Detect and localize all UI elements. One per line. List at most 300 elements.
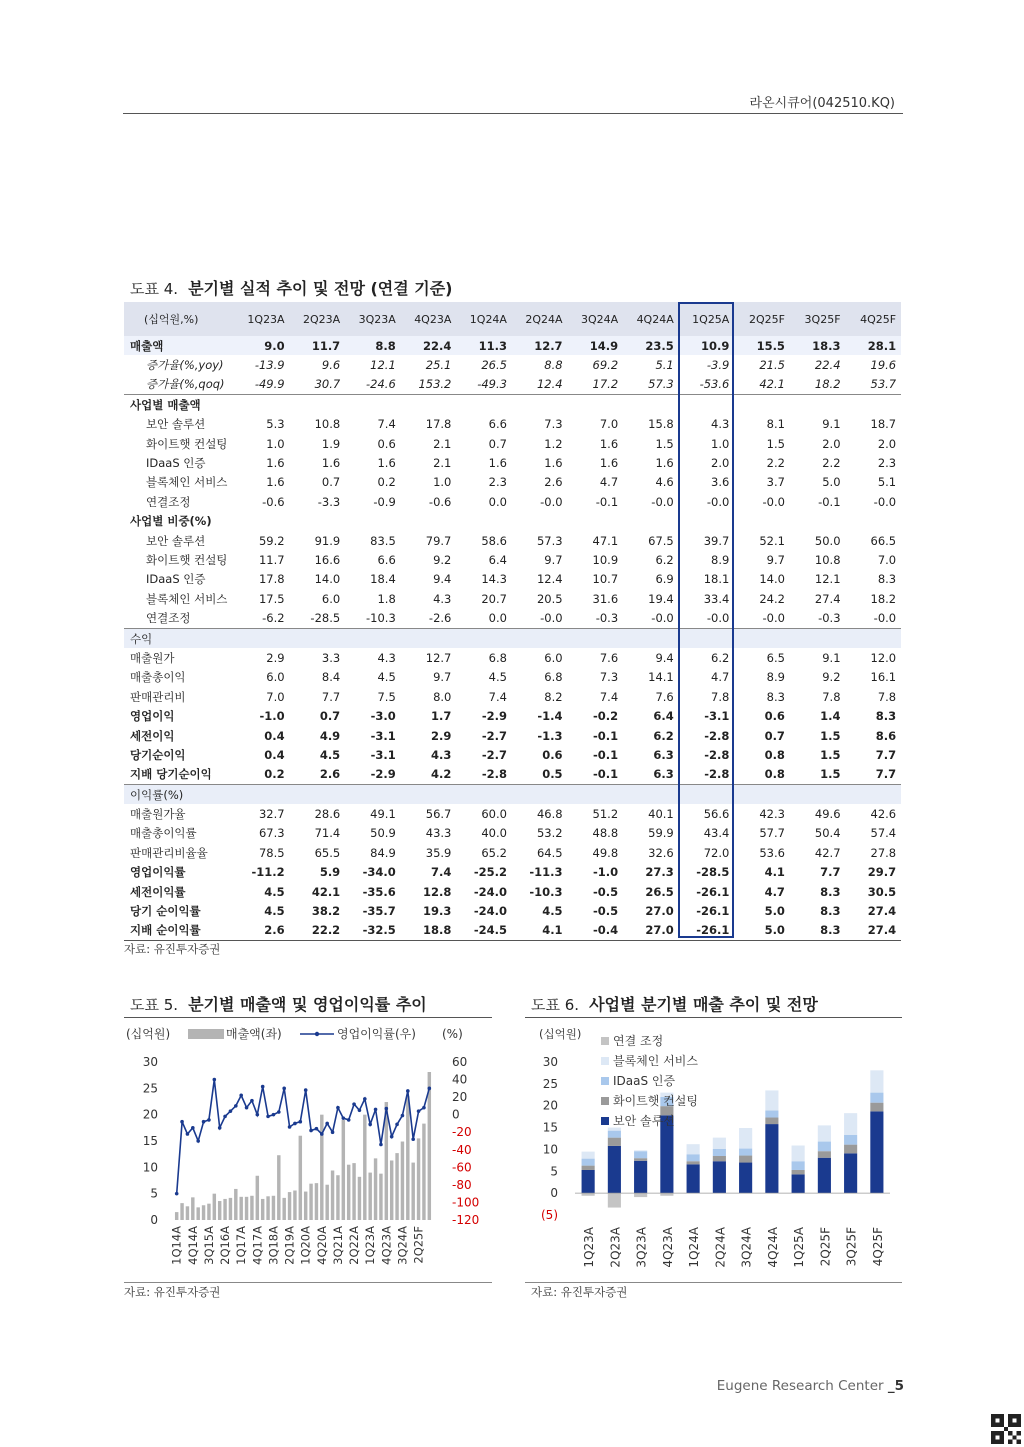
sales-bar [395, 1153, 398, 1220]
fig6-source: 자료: 유진투자증권 [531, 1285, 628, 1299]
table-cell: 7.8 [877, 689, 897, 704]
table-cell: 1.6 [599, 456, 619, 471]
table-cell [679, 512, 735, 531]
table-row [124, 648, 901, 667]
table-cell [734, 395, 790, 415]
table-cell: 32.6 [648, 845, 674, 860]
table-row [124, 608, 901, 628]
table-cell: 0.7 [764, 728, 785, 743]
x-tick-label: 4Q14A [185, 1226, 200, 1265]
table-cell: -28.5 [310, 611, 341, 626]
table-cell: -2.8 [704, 767, 730, 782]
table-cell: 1.5 [820, 747, 841, 762]
table-cell: 19.3 [423, 904, 452, 919]
table-cell: 20.7 [481, 591, 507, 606]
table-cell: 32.7 [258, 807, 285, 822]
table-cell: 11.7 [290, 336, 346, 355]
table-cell [290, 784, 346, 804]
table-cell: 1.4 [820, 709, 841, 724]
x-tick-label: 2Q25F [818, 1227, 833, 1267]
table-cell: 2.6 [234, 921, 290, 941]
table-cell: -6.2 [262, 611, 285, 626]
sales-bar [379, 1174, 382, 1220]
segment-bar [818, 1142, 831, 1152]
sales-bar [234, 1189, 237, 1220]
table-cell: -0.1 [595, 494, 619, 509]
segment-bar [844, 1113, 857, 1135]
table-cell: 1.6 [266, 456, 285, 471]
segment-bar [713, 1161, 726, 1193]
table-cell: 7.4 [377, 417, 396, 432]
x-tick-label: 1Q20A [298, 1226, 313, 1265]
table-cell: -0.5 [593, 904, 619, 919]
table-cell [234, 784, 290, 804]
table-cell: 27.3 [645, 865, 674, 880]
table-cell: 6.2 [655, 552, 674, 567]
table-cell [623, 395, 679, 415]
table-cell: -24.0 [473, 884, 507, 899]
segment-bar [739, 1149, 752, 1156]
table-cell: 7.4 [599, 689, 619, 704]
y-axis-unit: (십억원) [539, 1027, 582, 1041]
row-label: 사업별 매출액 [124, 395, 234, 415]
sales-bar [363, 1115, 366, 1220]
row-label: 판매관리비율율 [130, 845, 208, 860]
table-cell: 83.5 [370, 533, 396, 548]
table-cell: 12.1 [370, 358, 396, 373]
right-tick-label: 40 [452, 1072, 468, 1087]
table-cell: 30.7 [314, 377, 341, 392]
sales-bar [239, 1197, 242, 1220]
x-tick-label: 3Q15A [201, 1226, 216, 1265]
y-tick-label: 25 [542, 1076, 558, 1091]
fig5-title [130, 992, 427, 1015]
table-cell: -0.4 [568, 921, 624, 941]
table-cell: 18.3 [790, 336, 846, 355]
table-cell: 38.2 [311, 904, 341, 919]
table-cell: 18.7 [870, 417, 897, 432]
table-cell: 72.0 [703, 845, 730, 860]
table-cell: 22.4 [814, 358, 841, 373]
table-cell: 10.9 [592, 552, 619, 567]
table-cell: 2.0 [822, 436, 841, 451]
table-cell: 4.5 [264, 884, 285, 899]
table-cell: -35.6 [362, 884, 396, 899]
row-label: 영업이익 [130, 709, 175, 724]
opm-point [395, 1123, 399, 1127]
sales-bar [196, 1207, 199, 1220]
row-label: 연결조정 [146, 611, 191, 626]
table-cell: 0.5 [542, 767, 563, 782]
table-cell: 58.6 [481, 533, 507, 548]
row-label: 지배 당기순이익 [130, 767, 212, 782]
table-cell: -35.7 [362, 904, 396, 919]
table-cell: 26.5 [645, 884, 674, 899]
table-cell: 3.7 [766, 475, 785, 490]
table-cell: -49.3 [477, 377, 507, 392]
table-cell: 22.4 [401, 336, 457, 355]
table-cell [234, 395, 290, 415]
table-cell: 27.8 [870, 845, 897, 860]
table-cell: 0.0 [488, 494, 507, 509]
col-header: 4Q25F [846, 302, 902, 336]
sales-bar [175, 1212, 178, 1220]
table-cell: 40.1 [648, 807, 674, 822]
segment-bar [687, 1154, 700, 1161]
table-cell: -0.1 [593, 728, 619, 743]
table-cell: 1.0 [711, 436, 730, 451]
table-cell: 0.4 [264, 728, 285, 743]
legend-swatch [601, 1097, 609, 1105]
table-cell: 0.8 [764, 767, 785, 782]
opm-point [186, 1132, 190, 1136]
opm-point [293, 1122, 297, 1126]
table-cell: 7.0 [599, 417, 619, 432]
table-cell: -2.8 [704, 747, 730, 762]
right-tick-label: -20 [452, 1125, 472, 1140]
table-cell: 16.1 [870, 670, 897, 685]
table-cell: 66.5 [870, 533, 897, 548]
table-cell: 11.3 [456, 336, 512, 355]
table-cell: 15.5 [734, 336, 790, 355]
table-cell [512, 395, 568, 415]
x-tick-label: 1Q25A [792, 1227, 807, 1268]
sales-bar [331, 1170, 334, 1220]
x-tick-label: 3Q18A [266, 1226, 281, 1265]
table-cell: 2.3 [488, 475, 507, 490]
table-cell: 12.1 [814, 572, 841, 587]
table-cell: 53.2 [536, 826, 563, 841]
table-cell: 8.2 [544, 689, 563, 704]
table-cell: 57.7 [759, 826, 785, 841]
fig6-number: 도표 6. [531, 996, 580, 1014]
table-cell: 56.7 [425, 807, 452, 822]
table-cell: 67.3 [258, 826, 285, 841]
table-cell: 4.3 [377, 650, 396, 665]
table-cell: 7.7 [820, 865, 841, 880]
table-cell: 1.8 [377, 591, 396, 606]
table-cell: 50.4 [814, 826, 841, 841]
fig4-number: 도표 4. [130, 280, 179, 298]
row-label: 증가율(%,qoq) [146, 377, 225, 392]
table-cell: 26.5 [481, 358, 507, 373]
table-row [124, 492, 901, 511]
sales-bar [374, 1158, 377, 1220]
table-cell: 60.0 [481, 807, 507, 822]
table-cell: -0.0 [873, 494, 897, 509]
table-cell [345, 395, 401, 415]
sales-bar [304, 1192, 307, 1220]
table-cell: 6.5 [766, 650, 785, 665]
segment-sales-chart [525, 1020, 902, 1282]
table-cell: 27.4 [867, 904, 897, 919]
table-cell: 6.6 [377, 552, 396, 567]
table-cell: 53.7 [870, 377, 897, 392]
table-cell: -1.0 [593, 865, 619, 880]
opm-point [245, 1106, 249, 1110]
sales-bar [325, 1185, 328, 1220]
row-label: 보안 솔루션 [146, 533, 206, 548]
table-cell: 0.6 [542, 747, 563, 762]
table-cell: 5.3 [266, 417, 285, 432]
opm-point [315, 1127, 319, 1131]
opm-point [202, 1120, 206, 1124]
table-row [124, 901, 901, 920]
table-cell [290, 512, 346, 531]
table-cell [456, 395, 512, 415]
table-cell: 16.6 [314, 552, 341, 567]
table-cell: 12.7 [512, 336, 568, 355]
table-cell: -0.3 [818, 611, 841, 626]
table-cell: 1.6 [599, 436, 619, 451]
table-row [124, 336, 901, 355]
table-row [124, 434, 901, 453]
table-cell [345, 628, 401, 648]
row-label: 매출액 [124, 336, 234, 355]
row-label: 수익 [124, 628, 234, 648]
table-cell [568, 395, 624, 415]
table-cell: 12.4 [536, 572, 563, 587]
right-tick-label: 0 [452, 1107, 460, 1122]
table-cell: -53.6 [699, 377, 730, 392]
segment-bar [792, 1174, 805, 1193]
table-cell: 18.4 [370, 572, 396, 587]
row-label: 화이트햇 컨설팅 [146, 436, 228, 451]
table-cell: -0.0 [651, 494, 674, 509]
table-cell: 7.6 [599, 650, 619, 665]
table-cell [790, 512, 846, 531]
table-cell: -1.4 [537, 709, 563, 724]
segment-bar [608, 1128, 621, 1131]
row-label: IDaaS 인증 [146, 572, 206, 587]
table-cell: 15.8 [648, 417, 674, 432]
table-cell: 8.0 [433, 689, 452, 704]
table-cell: -26.1 [679, 921, 735, 941]
table-cell: 6.0 [321, 591, 341, 606]
x-tick-label: 1Q17A [234, 1226, 249, 1265]
sales-bar [272, 1196, 275, 1220]
table-cell: 0.2 [264, 767, 285, 782]
table-cell: 1.9 [321, 436, 341, 451]
table-cell: -11.3 [529, 865, 563, 880]
row-label: 세전이익 [130, 728, 175, 743]
sales-bar [406, 1096, 409, 1220]
table-cell: 43.4 [703, 826, 730, 841]
legend-label: 보안 솔루션 [613, 1114, 675, 1128]
table-cell: 4.1 [512, 921, 568, 941]
table-cell: 79.7 [425, 533, 452, 548]
table-cell: 43.3 [425, 826, 452, 841]
opm-point [417, 1109, 421, 1113]
x-tick-label: 4Q23A [379, 1226, 394, 1265]
x-tick-label: 2Q23A [608, 1227, 623, 1268]
table-cell: 4.7 [764, 884, 785, 899]
table-cell: 8.3 [875, 709, 897, 724]
legend-swatch [601, 1117, 609, 1125]
fig6-title [531, 992, 818, 1015]
table-cell: 7.3 [599, 670, 619, 685]
table-cell [623, 628, 679, 648]
table-cell: 0.0 [488, 611, 507, 626]
col-header: 3Q25F [790, 302, 846, 336]
table-cell: 7.7 [875, 747, 897, 762]
table-cell: 1.0 [433, 475, 452, 490]
table-cell: 51.2 [592, 807, 619, 822]
table-cell: 7.6 [655, 689, 674, 704]
row-label: 블록체인 서비스 [146, 475, 228, 490]
table-cell: -0.0 [762, 494, 785, 509]
left-tick-label: 25 [142, 1081, 158, 1096]
table-row [124, 706, 901, 725]
row-label: 매출원가율 [130, 807, 186, 822]
table-row [124, 921, 901, 941]
table-cell: 9.7 [433, 670, 452, 685]
table-cell: 12.8 [423, 884, 452, 899]
table-cell: 42.3 [759, 807, 785, 822]
y-tick-label: 30 [542, 1055, 558, 1069]
row-label: 이익률(%) [124, 784, 234, 804]
table-cell [401, 512, 457, 531]
table-cell: 4.3 [711, 417, 730, 432]
row-label: 판매관리비 [130, 689, 186, 704]
opm-point [336, 1106, 340, 1110]
table-row [124, 570, 901, 589]
table-cell: 18.2 [870, 591, 897, 606]
table-cell: -0.5 [593, 884, 619, 899]
segment-bar [582, 1159, 595, 1166]
table-cell: 12.0 [870, 650, 897, 665]
right-tick-label: 60 [452, 1055, 468, 1069]
segment-bar [818, 1151, 831, 1158]
segment-bar [765, 1090, 778, 1110]
table-cell: 6.9 [655, 572, 674, 587]
x-tick-label: 1Q24A [687, 1227, 702, 1268]
table-cell: 35.9 [425, 845, 452, 860]
table-cell: 0.7 [488, 436, 507, 451]
table-cell: -10.3 [366, 611, 396, 626]
table-cell: 91.9 [314, 533, 341, 548]
sales-bar [229, 1198, 232, 1220]
table-cell: 22.2 [290, 921, 346, 941]
table-cell: 21.5 [759, 358, 785, 373]
table-cell: 8.9 [766, 670, 785, 685]
segment-bar [818, 1158, 831, 1193]
table-cell: -2.8 [481, 767, 507, 782]
table-cell: -3.1 [370, 728, 396, 743]
table-cell [345, 512, 401, 531]
segment-bar [582, 1152, 595, 1159]
segment-bar [739, 1128, 752, 1149]
table-cell [512, 784, 568, 804]
segment-bar [634, 1161, 647, 1193]
segment-bar [634, 1150, 647, 1151]
x-tick-label: 4Q25F [870, 1227, 885, 1267]
table-cell: 6.4 [488, 552, 507, 567]
table-cell: 10.9 [679, 336, 735, 355]
opm-point [196, 1139, 200, 1143]
table-cell: 1.6 [377, 456, 396, 471]
table-cell: 50.0 [814, 533, 841, 548]
table-row [124, 882, 901, 901]
table-cell: -0.1 [593, 767, 619, 782]
segment-bar [792, 1161, 805, 1170]
table-row [124, 745, 901, 764]
table-cell: 8.3 [820, 884, 841, 899]
table-cell: 6.3 [653, 767, 674, 782]
row-label: 세전이익률 [130, 884, 186, 899]
table-cell: 7.7 [875, 767, 897, 782]
sales-bar [390, 1160, 393, 1220]
opm-point [428, 1087, 432, 1091]
table-cell: 10.8 [314, 417, 341, 432]
opm-point [288, 1125, 292, 1129]
table-cell: 5.0 [822, 475, 841, 490]
table-cell: 11.7 [258, 552, 285, 567]
table-cell: 12.7 [425, 650, 452, 665]
table-cell: 5.9 [319, 865, 341, 880]
row-label: 매출원가 [130, 650, 175, 665]
opm-point [406, 1089, 410, 1093]
table-row [124, 628, 901, 648]
table-cell: -26.1 [696, 884, 730, 899]
table-cell: 2.6 [319, 767, 341, 782]
y-tick-label: 5 [550, 1164, 558, 1179]
segment-bar [634, 1151, 647, 1158]
table-cell: 0.6 [764, 709, 785, 724]
table-cell: 4.5 [319, 747, 341, 762]
table-cell: 49.6 [814, 807, 841, 822]
opm-point [250, 1099, 254, 1103]
row-label: 당기순이익 [130, 747, 186, 762]
table-cell: -24.0 [473, 904, 507, 919]
company-header: 라온시큐어(042510.KQ) [749, 96, 895, 111]
table-cell [456, 628, 512, 648]
table-cell: 1.2 [544, 436, 563, 451]
row-label: 연결조정 [146, 494, 191, 509]
table-cell: 29.7 [867, 865, 897, 880]
table-cell: -0.0 [706, 611, 730, 626]
table-cell [401, 395, 457, 415]
opm-point [272, 1113, 276, 1117]
left-tick-label: 10 [142, 1160, 158, 1175]
page-footer [717, 1378, 904, 1394]
col-header: 4Q24A [623, 302, 679, 336]
table-cell: 9.1 [822, 650, 841, 665]
opm-point [191, 1126, 195, 1130]
table-cell: 2.0 [877, 436, 897, 451]
table-cell [568, 628, 624, 648]
table-cell [290, 395, 346, 415]
table-cell: 67.5 [648, 533, 674, 548]
table-cell: 0.6 [377, 436, 396, 451]
unit-header: (십억원,%) [124, 302, 234, 336]
table-cell: 8.1 [766, 417, 785, 432]
table-cell: 78.5 [258, 845, 285, 860]
table-cell [734, 512, 790, 531]
sales-bar [358, 1177, 361, 1220]
table-cell: 17.8 [258, 572, 285, 587]
fig5-top-rule [124, 1017, 492, 1018]
table-cell [345, 784, 401, 804]
segment-bar [870, 1070, 883, 1092]
col-header: 2Q23A [290, 302, 346, 336]
sales-bar [315, 1183, 318, 1220]
opm-point [342, 1116, 346, 1120]
table-cell: 2.3 [877, 456, 897, 471]
table-cell [512, 512, 568, 531]
x-tick-label: 3Q23A [634, 1227, 649, 1268]
segment-bar [844, 1145, 857, 1154]
